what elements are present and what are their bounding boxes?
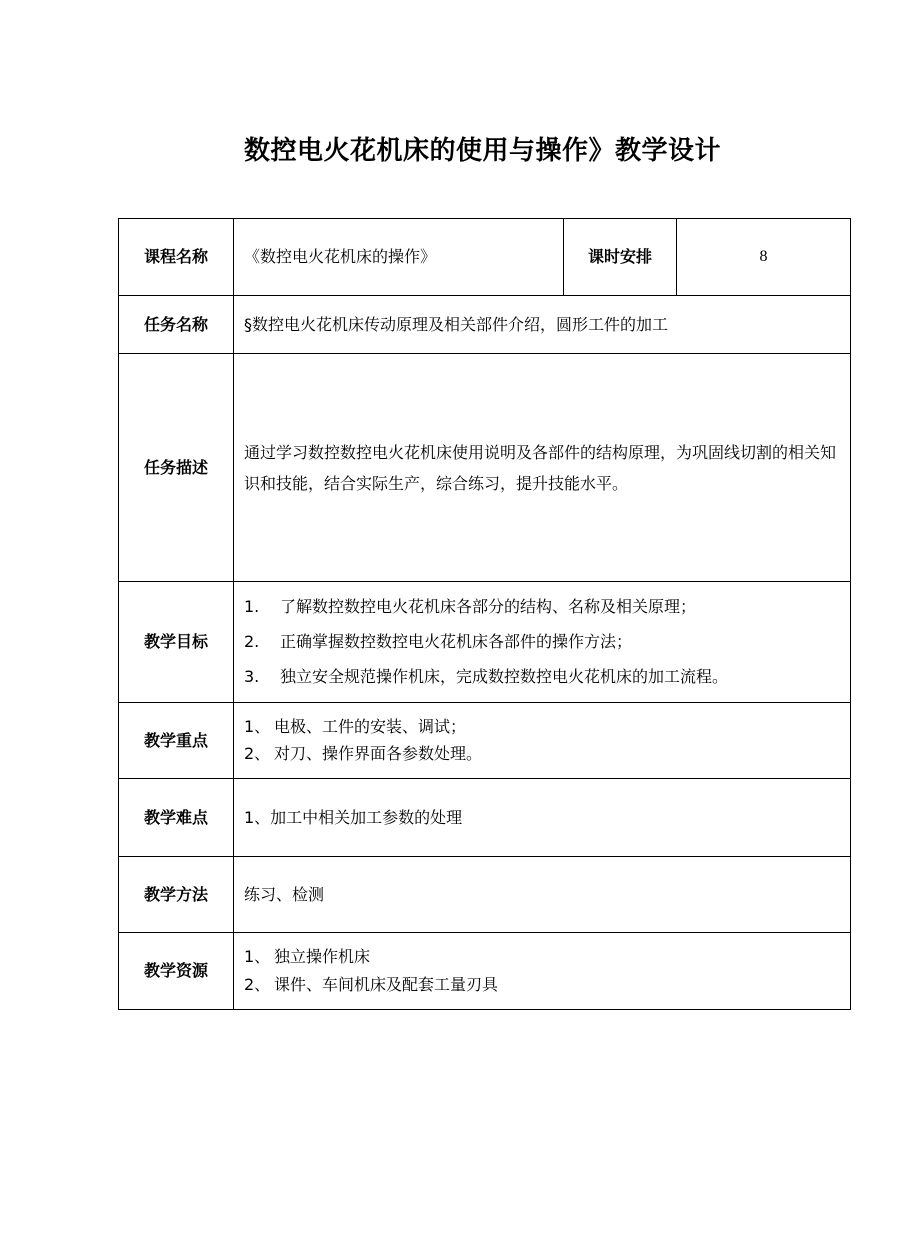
row-resources [119,933,851,1010]
course-name-label: 课程名称 [119,219,234,296]
row-key-points [119,703,851,779]
list-item-number: 2、 [244,744,271,763]
list-item [244,971,850,999]
row-course-name [119,219,851,296]
resources-label: 教学资源 [119,933,234,1010]
list-item-number: 2、 [244,975,271,994]
list-item [244,590,850,625]
list-item [244,660,850,695]
resources-list [234,933,851,1010]
methods-label: 教学方法 [119,857,234,933]
list-item-text: 对刀、操作界面各参数处理。 [274,744,483,763]
list-item-text: 了解数控数控电火花机床各部分的结构、名称及相关原理； [280,597,697,616]
list-item [244,714,850,741]
teaching-goals-label: 教学目标 [119,582,234,703]
row-task-description [119,354,851,582]
row-difficulties [119,779,851,857]
list-item-text: 正确掌握数控数控电火花机床各部件的操作方法； [280,632,633,651]
list-item-number: 1、 [244,717,271,736]
list-item-number: 2. [244,632,260,651]
task-description-text: 通过学习数控数控电火花机床使用说明及各部件的结构原理，为巩固线切割的相关知识和技能，结合实际生产，综合练习，提升技能水平。 [244,442,837,493]
task-name-value: §数控电火花机床传动原理及相关部件介绍，圆形工件的加工 [234,296,851,354]
methods-value: 练习、检测 [234,857,851,933]
list-item [244,943,850,971]
teaching-goals-list [234,582,851,703]
list-item-number: 1、 [244,947,271,966]
difficulties-value: 1、加工中相关加工参数的处理 [234,779,851,857]
task-description-label: 任务描述 [119,354,234,582]
row-methods [119,857,851,933]
list-item-text: 独立操作机床 [274,947,371,966]
row-task-name [119,296,851,354]
course-name-value: 《数控电火花机床的操作》 [234,219,564,296]
task-name-label: 任务名称 [119,296,234,354]
teaching-plan-table [118,218,851,1010]
list-item-text: 课件、车间机床及配套工量刃具 [274,975,499,994]
list-item [244,625,850,660]
difficulties-label: 教学难点 [119,779,234,857]
list-item-text: 独立安全规范操作机床，完成数控数控电火花机床的加工流程。 [280,667,729,686]
list-item-number: 1. [244,597,260,616]
list-item-number: 3. [244,667,260,686]
key-points-label: 教学重点 [119,703,234,779]
row-teaching-goals [119,582,851,703]
document-title: 数控电火花机床的使用与操作》教学设计 [243,136,721,166]
key-points-list [234,703,851,779]
list-item [244,741,850,768]
list-item-text: 电极、工件的安装、调试； [274,717,467,736]
class-hours-value: 8 [677,219,851,296]
class-hours-label: 课时安排 [564,219,677,296]
task-description-value [234,354,851,582]
